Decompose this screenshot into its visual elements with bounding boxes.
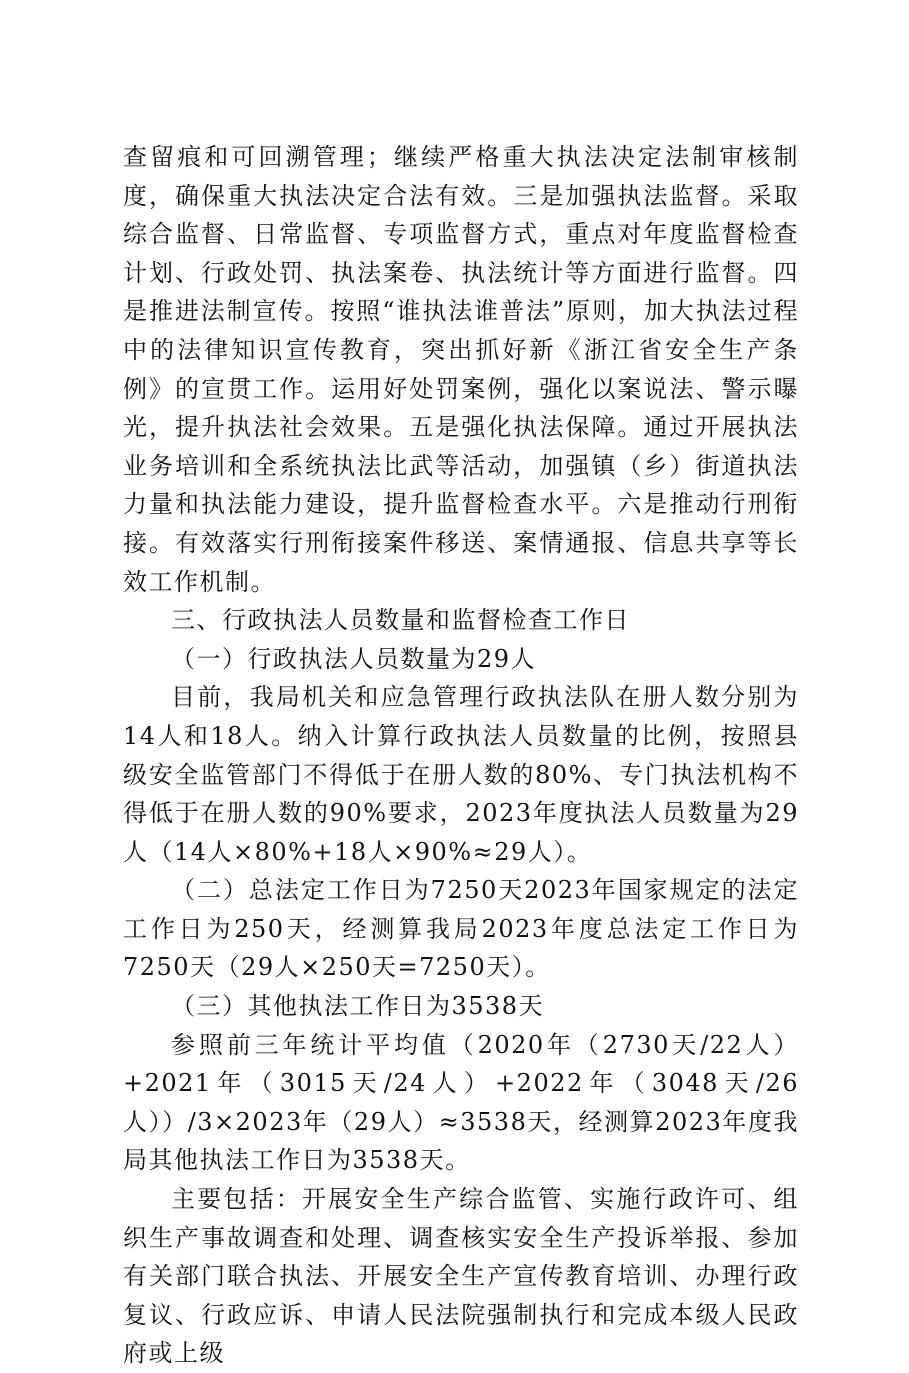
paragraph-staff-count: 目前，我局机关和应急管理行政执法队在册人数分别为14人和18人。纳入计算行政执法人员数量的比例，按照县级安全监管部门不得低于在册人数的80%、专门执法机构不得低于在册人数的90%要求，2023年度执法人员数量为29人（14人×80%+18人×90%≈29人）。 bbox=[123, 683, 799, 866]
section-heading-3: 三、行政执法人员数量和监督检查工作日 bbox=[171, 606, 630, 635]
paragraph-main-items: 主要包括：开展安全生产综合监管、实施行政许可、组织生产事故调查和处理、调查核实安全生产投诉举报、参加有关部门联合执法、开展安全生产宣传教育培训、办理行政复议、行政应诉、申请人民法院强制执行和完成本级人民政府或上级 bbox=[123, 1185, 799, 1368]
subheading-3: （三）其他执法工作日为3538天 bbox=[171, 992, 545, 1021]
document-body bbox=[123, 138, 799, 1373]
paragraph-other-workdays: 参照前三年统计平均值（2020年（2730天/22人）+2021年（3015天/24人）+2022年（3048天/26人））/3×2023年（29人）≈3538天，经测算2023年度我局其他执法工作日为3538天。 bbox=[123, 1030, 799, 1175]
subheading-1: （一）行政执法人员数量为29人 bbox=[171, 644, 537, 673]
paragraph-continuation: 查留痕和可回溯管理；继续严格重大执法决定法制审核制度，确保重大执法决定合法有效。三是加强执法监督。采取综合监督、日常监督、专项监督方式，重点对年度监督检查计划、行政处罚、执法案卷、执法统计等方面进行监督。四是推进法制宣传。按照“谁执法谁普法”原则，加大执法过程中的法律知识宣传教育，突出抓好新《浙江省安全生产条例》的宣贯工作。运用好处罚案例，强化以案说法、警示曝光，提升执法社会效果。五是强化执法保障。通过开展执法业务培训和全系统执法比武等活动，加强镇（乡）街道执法力量和执法能力建设，提升监督检查水平。六是推动行刑衔接。有效落实行刑衔接案件移送、案情通报、信息共享等长效工作机制。 bbox=[123, 143, 799, 596]
paragraph-legal-workdays: （二）总法定工作日为7250天2023年国家规定的法定工作日为250天，经测算我局2023年度总法定工作日为7250天（29人×250天=7250天）。 bbox=[123, 876, 799, 982]
